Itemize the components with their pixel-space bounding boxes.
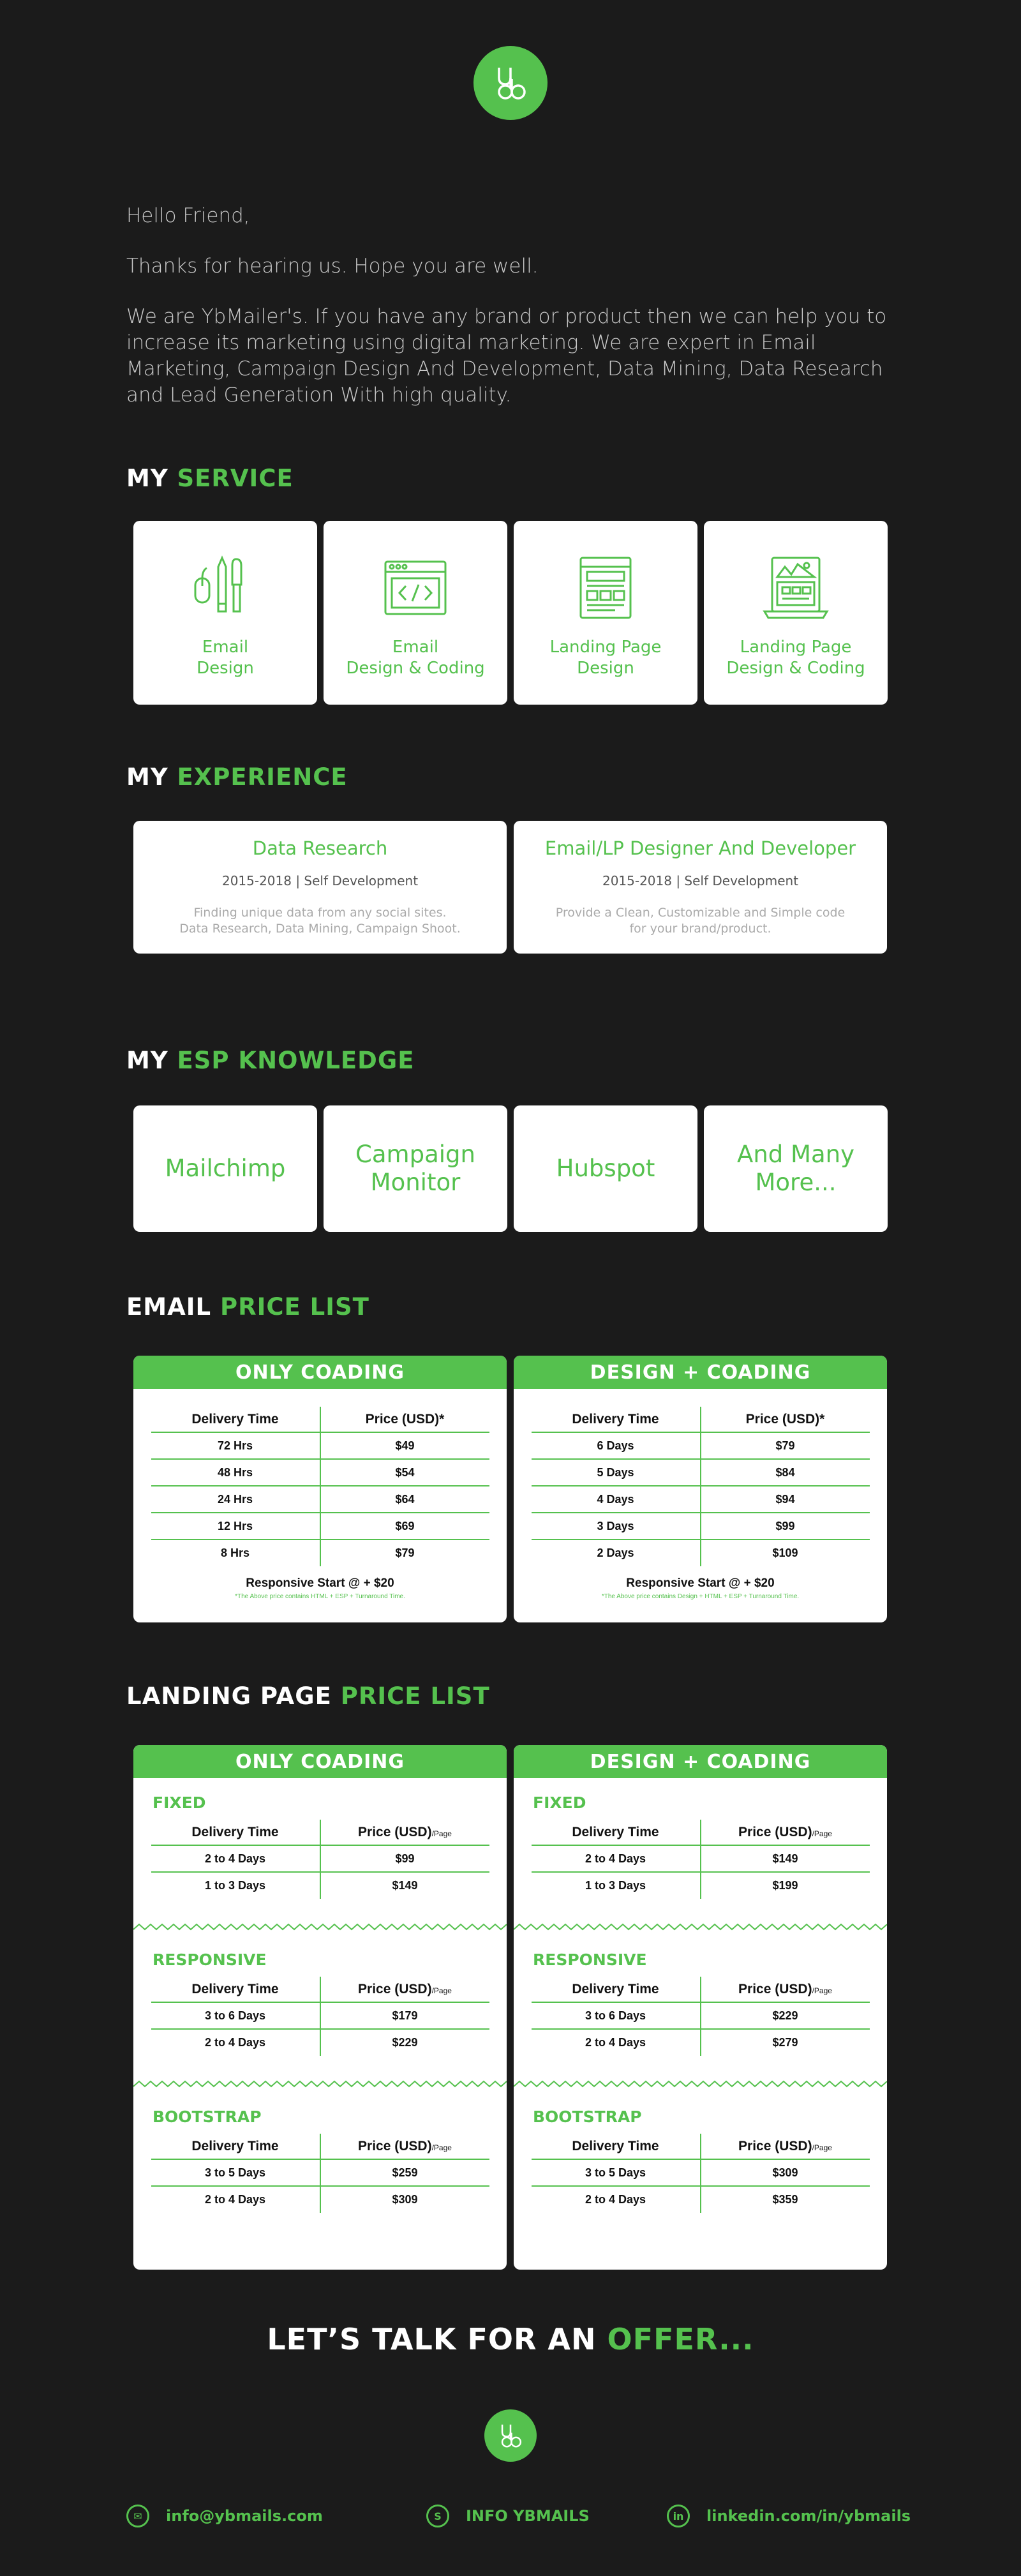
service-label-line1: Landing Page [740,638,852,657]
zigzag-divider [514,1923,887,1936]
esp-label: Hubspot [556,1155,655,1182]
service-label-line2: Design & Coding [726,659,865,678]
table-row: 1 to 3 Days $199 [532,1872,870,1899]
lp-section-title: RESPONSIVE [153,1951,267,1969]
esp-title: MY ESP KNOWLEDGE [126,1047,415,1074]
service-card [324,521,507,705]
esp-label: Campaign [355,1141,475,1168]
price-table: Delivery Time Price (USD)/Page 3 to 5 Days $309 2 to 4 Days $359 [532,2134,870,2213]
table-row: 2 Days $109 [532,1539,870,1566]
contact-linkedin-link[interactable] [667,2505,911,2527]
esp-label: More... [755,1169,837,1196]
table-row: 2 to 4 Days $309 [151,2186,489,2213]
yb-logo-icon [496,2421,525,2450]
zigzag-divider [133,1923,507,1936]
experience-title: MY EXPERIENCE [126,763,348,791]
email-price-card [133,1356,507,1622]
price-card-header: DESIGN + COADING [514,1356,887,1389]
intro-line: Thanks for hearing us. Hope you are well. [126,255,539,278]
experience-period: 2015-2018 | Self Development [221,873,419,888]
lp-section-title: BOOTSTRAP [153,2108,262,2126]
table-row: 48 Hrs $54 [151,1459,489,1486]
contact-label: info@ybmails.com [166,2507,323,2525]
lp-section-title: FIXED [533,1793,586,1812]
price-table: Delivery Time Price (USD)/Page 3 to 5 Days $259 2 to 4 Days $309 [151,2134,489,2213]
lp-section-title: FIXED [153,1793,206,1812]
greeting: Hello Friend, [126,204,250,227]
price-card-header: ONLY COADING [133,1356,507,1389]
price-table [151,1407,489,1566]
lp-price-card [133,1745,507,2270]
service-label-line1: Landing Page [549,638,662,657]
lp-price-title: LANDING PAGE PRICE LIST [126,1682,490,1710]
service-label-line2: Design [577,659,634,678]
responsive-start: Responsive Start @ + $20 [626,1576,775,1590]
table-row: 2 to 4 Days $279 [532,2029,870,2056]
esp-label: And Many [737,1141,854,1168]
linkedin-icon: in [667,2505,690,2527]
experience-title-text: Email/LP Designer And Developer [544,837,856,859]
esp-label: Monitor [370,1169,461,1196]
experience-card [133,821,507,954]
col-header-price: Price (USD)* [701,1407,870,1432]
price-table: Delivery Time Price (USD)/Page 2 to 4 Days $99 1 to 3 Days $149 [151,1820,489,1899]
landing-page-icon [570,553,641,623]
price-table: Delivery Time Price (USD)/Page 2 to 4 Days $149 1 to 3 Days $199 [532,1820,870,1899]
email-price-card [514,1356,887,1622]
contact-skype-link[interactable] [426,2505,590,2527]
table-row: 2 to 4 Days $99 [151,1845,489,1872]
experience-desc: for your brand/product. [629,922,771,936]
intro-paragraph: We are YbMailer's. If you have any brand or product then we can help you to increase its marketing using digital marketing. We are expert in Email Marketing, Campaign Design And Development, Data Mining, Data Research and Lead Generation With high quality. [126,305,887,407]
service-card [514,521,697,705]
table-row: 2 to 4 Days $229 [151,2029,489,2056]
esp-card [514,1105,697,1232]
service-label-line2: Design & Coding [346,659,485,678]
zigzag-divider [514,2080,887,2093]
table-row: 24 Hrs $64 [151,1486,489,1513]
price-table: Delivery Time Price (USD)/Page 3 to 6 Days $229 2 to 4 Days $279 [532,1977,870,2056]
table-row: 3 to 5 Days $309 [532,2159,870,2186]
email-price-title: EMAIL PRICE LIST [126,1293,369,1321]
contact-email-link[interactable] [126,2505,323,2527]
esp-card [704,1105,888,1232]
table-row: 72 Hrs $49 [151,1432,489,1459]
table-row: 2 to 4 Days $149 [532,1845,870,1872]
table-row: 3 to 6 Days $229 [532,2002,870,2029]
lp-section-title: BOOTSTRAP [533,2108,642,2126]
laptop-page-icon [761,553,831,623]
table-row: 2 to 4 Days $359 [532,2186,870,2213]
table-row: 3 to 6 Days $179 [151,2002,489,2029]
table-row: 3 to 5 Days $259 [151,2159,489,2186]
table-row: 12 Hrs $69 [151,1513,489,1539]
service-label-line2: Design [197,659,254,678]
responsive-start: Responsive Start @ + $20 [246,1576,394,1590]
intro-text [126,203,898,433]
experience-card [514,821,887,954]
esp-card [324,1105,507,1232]
service-title: MY SERVICE [126,465,294,492]
offer-heading: LET’S TALK FOR AN OFFER... [267,2322,754,2356]
price-card-header: DESIGN + COADING [514,1745,887,1778]
experience-title-text: Data Research [252,837,388,859]
contact-label: INFO YBMAILS [466,2507,590,2525]
lp-section-title: RESPONSIVE [533,1951,647,1969]
price-table [532,1407,870,1566]
zigzag-divider [133,2080,507,2093]
table-row: 1 to 3 Days $149 [151,1872,489,1899]
service-label-line1: Email [202,638,249,657]
service-card [133,521,317,705]
yb-logo-icon [490,63,531,103]
table-row: 6 Days $79 [532,1432,870,1459]
contact-label: linkedin.com/in/ybmails [706,2507,911,2525]
col-header-price: Price (USD)* [320,1407,489,1432]
col-header-delivery: Delivery Time [532,1407,701,1432]
design-tools-icon [190,553,260,623]
code-window-icon [380,553,451,623]
esp-card [133,1105,317,1232]
experience-desc: Finding unique data from any social sites. [193,906,447,920]
table-row: 4 Days $94 [532,1486,870,1513]
experience-desc: Provide a Clean, Customizable and Simple code [555,906,846,920]
experience-desc: Data Research, Data Mining, Campaign Shoot. [179,922,461,936]
table-row: 3 Days $99 [532,1513,870,1539]
skype-icon: S [426,2505,449,2527]
lp-price-card [514,1745,887,2270]
price-note: *The Above price contains Design + HTML + ESP + Turnaround Time. [601,1593,800,1600]
email-icon: ✉ [126,2505,149,2527]
footer-logo [484,2409,537,2462]
service-label-line1: Email [392,638,439,657]
brand-logo [473,46,548,120]
price-note: *The Above price contains HTML + ESP + Turnaround Time. [235,1593,405,1600]
col-header-delivery: Delivery Time [151,1407,320,1432]
table-row: 5 Days $84 [532,1459,870,1486]
price-table: Delivery Time Price (USD)/Page 3 to 6 Days $179 2 to 4 Days $229 [151,1977,489,2056]
table-row: 8 Hrs $79 [151,1539,489,1566]
service-card [704,521,888,705]
esp-label: Mailchimp [165,1155,286,1182]
experience-period: 2015-2018 | Self Development [602,873,799,888]
price-card-header: ONLY COADING [133,1745,507,1778]
